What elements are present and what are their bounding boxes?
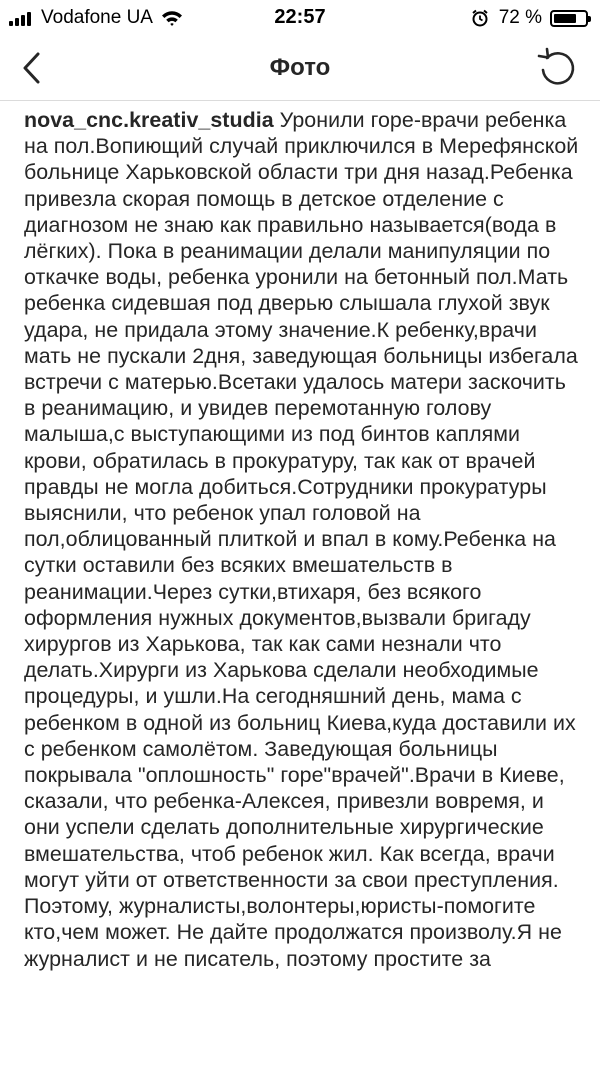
status-time: 22:57: [274, 6, 326, 28]
status-bar-right: [471, 7, 588, 29]
battery-icon: [550, 10, 588, 27]
nav-divider: [0, 100, 600, 101]
battery-fill: [554, 14, 576, 23]
post-caption: [24, 107, 580, 972]
status-bar: [0, 0, 600, 34]
post-username[interactable]: nova_cnc.kreativ_studia: [24, 108, 274, 132]
battery-percent: 72 %: [498, 7, 542, 28]
alarm-clock-icon: [471, 9, 489, 27]
page-title: Фото: [269, 54, 331, 81]
carrier-name: Vodafone UA: [41, 7, 153, 28]
refresh-button[interactable]: [534, 46, 578, 90]
post-caption-text: Уронили горе-врачи ребенка на пол.Вопиющий случай приключился в Мерефянской больнице Харьковской области три дня назад.Ребенка привезла скорая помощь в детское отделение с диагнозом не знаю как правильно называется(вода в лёгких). Пока в реанимации делали манипуляции по откачке воды, ребенка уронили на бетонный пол.Мать ребенка сидевшая под дверью слышала глухой звук удара, не придала этому значение.К ребенку,врачи мать не пускали 2дня, заведующая больницы избегала встречи с матерью.Всетаки удалось матери заскочить в реанимацию, и увидев перемотанную голову малыша,с выступающими из под бинтов каплями крови, обратилась в прокуратуру, так как от врачей правды не могла добиться.Сотрудники прокуратуры выяснили, что ребенок упал головой на пол,облицованный плиткой и впал в кому.Ребенка на сутки оставили без всяких вмешательств в реанимации.Через сутки,втихаря, без всякого оформления нужных документов,вызвали бригаду хирургов из Харькова, так как сами незнали что делать.Хирурги из Харькова сделали необходимые процедуры, и ушли.На сегодняшний день, мама с ребенком в одной из больниц Киева,куда доставили их с ребенком самолётом. Заведующая больницы покрывала "оплошность" горе"врачей".Врачи в Киеве, сказали, что ребенка-Алексея, привезли вовремя, и они успели сделать дополнительные хирургические вмешательства, чтоб ребенок жил. Как всегда, врачи могут уйти от ответственности за свои преступления. Поэтому, журналисты,волонтеры,юристы-помогите кто,чем может. Не дайте продолжатся произволу.Я не журналист и не писатель, поэтому простите за: [24, 108, 579, 971]
refresh-icon: [534, 46, 578, 90]
nav-bar: [0, 34, 600, 100]
